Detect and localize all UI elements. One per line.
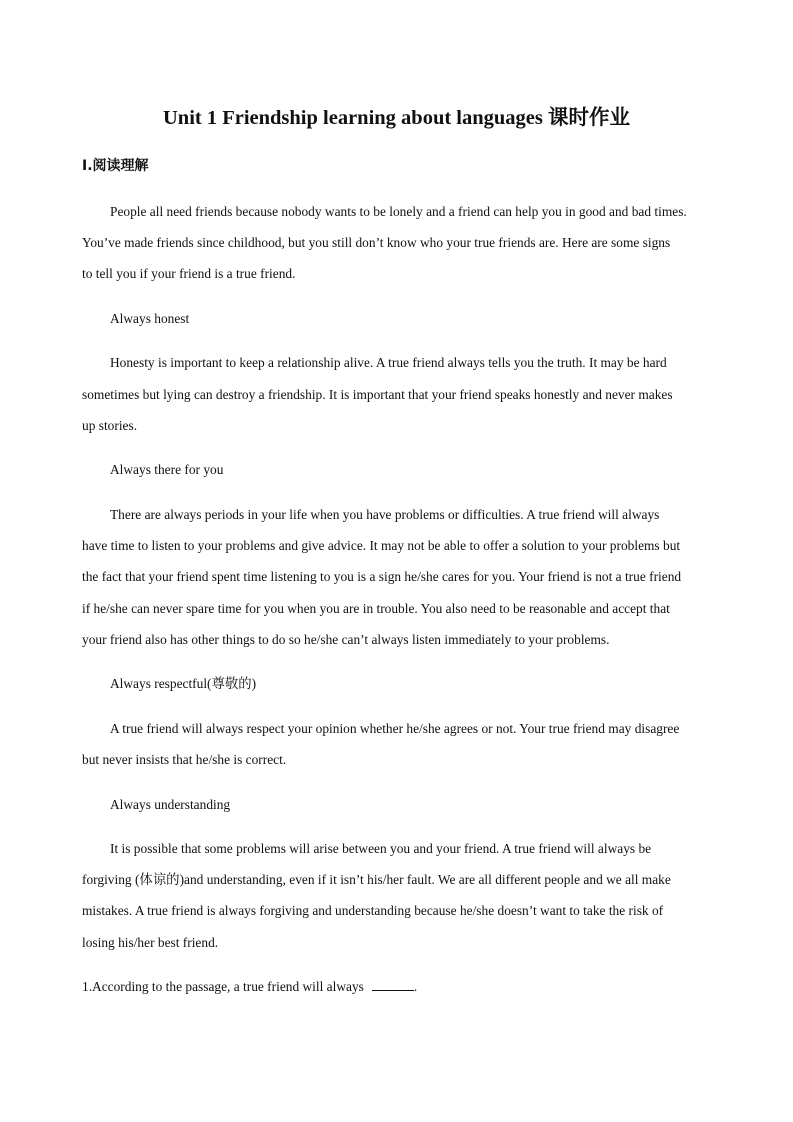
there-line-5: your friend also has other things to do so he/she can’t always listen immediately to your problems. [82,632,610,647]
honest-line-3: up stories. [82,418,138,433]
honest-line-1: Honesty is important to keep a relationship alive. A true friend always tells you the truth. It may be hard [110,355,667,370]
question-text: 1.According to the passage, a true friend will always [82,979,364,994]
there-line-4: if he/she can never spare time for you when you are in trouble. You also need to be reasonable and accept that [82,601,670,616]
there-line-3: the fact that your friend spent time listening to you is a sign he/she cares for you. Your friend is not a true friend [82,569,682,584]
question-end: . [413,979,418,994]
understanding-line-2: forgiving (体谅的)and understanding, even if it isn’t his/her fault. We are all different people and we all make [82,872,671,887]
honest-line-2: sometimes but lying can destroy a friendship. It is important that your friend speaks honestly and never makes [82,387,673,402]
question-1 [82,977,417,997]
section-heading: Ⅰ.阅读理解 [82,158,149,174]
answer-blank[interactable] [372,978,414,991]
there-line-1: There are always periods in your life when you have problems or difficulties. A true friend will always [110,507,660,522]
understanding-line-3: mistakes. A true friend is always forgiving and understanding because he/she doesn’t want to take the risk of [82,903,664,918]
understanding-line-1: It is possible that some problems will arise between you and your friend. A true friend will always be [110,841,652,856]
respectful-line-1: A true friend will always respect your opinion whether he/she agrees or not. Your true friend may disagree [110,721,680,736]
subheading-respectful: Always respectful(尊敬的) [110,676,257,691]
respectful-line-2: but never insists that he/she is correct. [82,752,287,767]
subheading-there-for-you: Always there for you [110,462,224,477]
there-line-2: have time to listen to your problems and give advice. It may not be able to offer a solution to your problems but [82,538,681,553]
subheading-understanding: Always understanding [110,797,231,812]
intro-line-3: to tell you if your friend is a true friend. [82,266,296,281]
understanding-line-4: losing his/her best friend. [82,935,219,950]
intro-line-1: People all need friends because nobody wants to be lonely and a friend can help you in good and bad times. [110,204,687,219]
subheading-honest: Always honest [110,311,190,326]
page-title: Unit 1 Friendship learning about languages 课时作业 [162,107,630,129]
intro-line-2: You’ve made friends since childhood, but you still don’t know who your true friends are. Here are some signs [82,235,671,250]
